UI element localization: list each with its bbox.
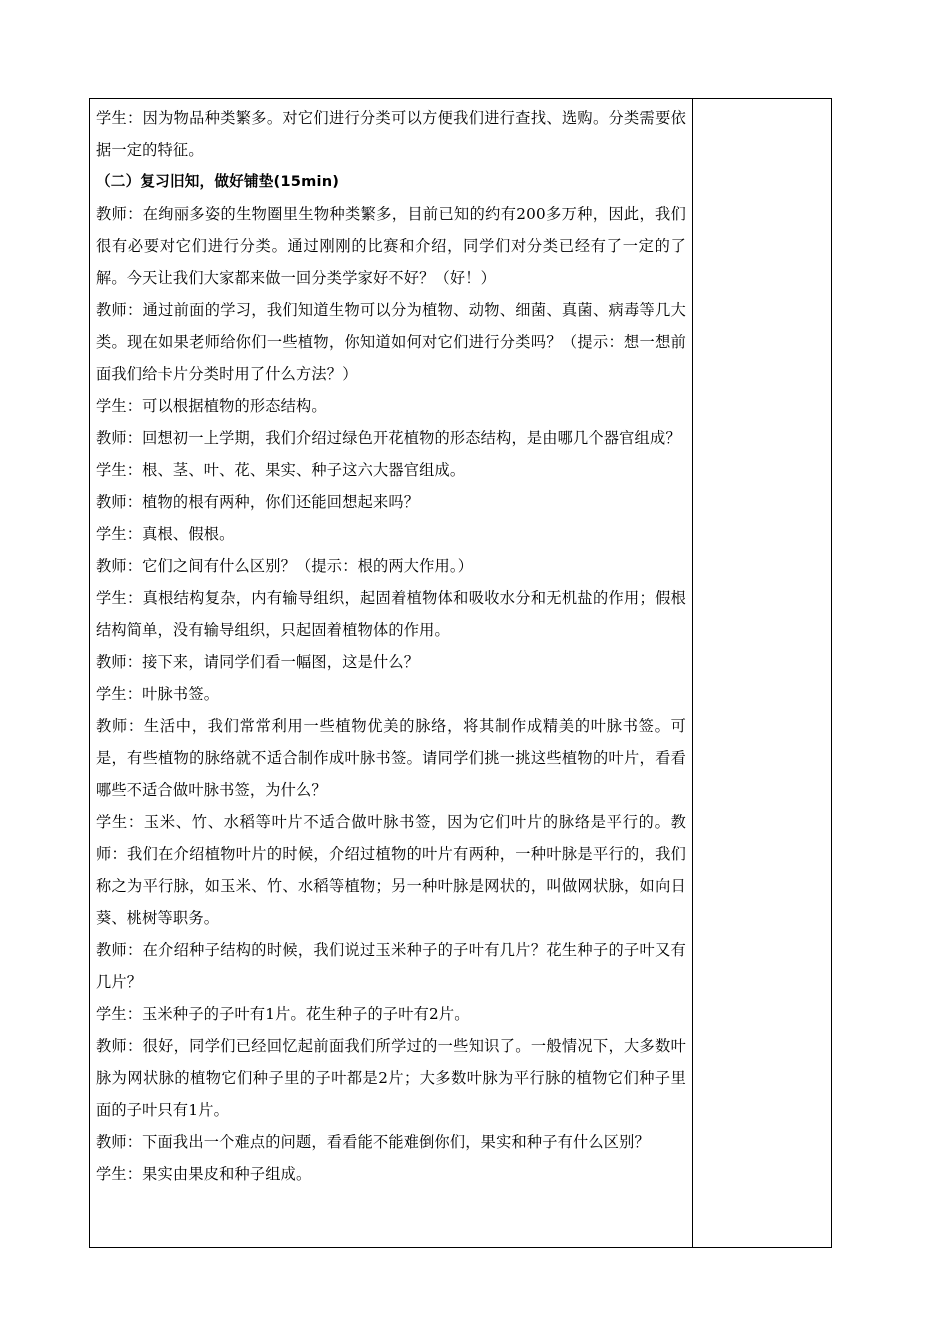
paragraph: 教师：生活中，我们常常利用一些植物优美的脉络，将其制作成精美的叶脉书签。可是，有些植物的脉络就不适合制作成叶脉书签。请同学们挑一挑这些植物的叶片，看看哪些不适合做叶脉书签，为什么？ — [96, 717, 686, 799]
paragraph: 学生：玉米、竹、水稻等叶片不适合做叶脉书签，因为它们叶片的脉络是平行的。教师：我们在介绍植物叶片的时候，介绍过植物的叶片有两种，一种叶脉是平行的，我们称之为平行脉，如玉米、竹、水稻等植物；另一种叶脉是网状的，叫做网状脉，如向日葵、桃树等职务。 — [96, 813, 686, 927]
paragraph: 教师：在绚丽多姿的生物圈里生物种类繁多，目前已知的约有200多万种，因此，我们很有必要对它们进行分类。通过刚刚的比赛和介绍，同学们对分类已经有了一定的了解。今天让我们大家都来做一回分类学家好不好？（好！） — [96, 205, 686, 287]
paragraph: 教师：下面我出一个难点的问题，看看能不能难倒你们，果实和种子有什么区别？ — [96, 1133, 650, 1151]
paragraph: 教师：接下来，请同学们看一幅图，这是什么？ — [96, 653, 420, 671]
paragraph: 教师：回想初一上学期，我们介绍过绿色开花植物的形态结构，是由哪几个器官组成？ — [96, 429, 681, 447]
notes-column — [693, 98, 832, 1248]
paragraph: 教师：很好，同学们已经回忆起前面我们所学过的一些知识了。一般情况下，大多数叶脉为网状脉的植物它们种子里的子叶都是2片；大多数叶脉为平行脉的植物它们种子里面的子叶只有1片。 — [96, 1037, 686, 1119]
paragraph: 教师：在介绍种子结构的时候，我们说过玉米种子的子叶有几片？花生种子的子叶又有几片？ — [96, 941, 686, 991]
paragraph: 学生：因为物品种类繁多。对它们进行分类可以方便我们进行查找、选购。分类需要依据一定的特征。 — [96, 109, 686, 159]
paragraph: 学生：玉米种子的子叶有1片。花生种子的子叶有2片。 — [96, 1005, 470, 1023]
paragraph: 教师：植物的根有两种，你们还能回想起来吗？ — [96, 493, 420, 511]
paragraph: 教师：通过前面的学习，我们知道生物可以分为植物、动物、细菌、真菌、病毒等几大类。现在如果老师给你们一些植物，你知道如何对它们进行分类吗？（提示：想一想前面我们给卡片分类时用了什么方法？） — [96, 301, 686, 383]
paragraph: 学生：可以根据植物的形态结构。 — [96, 397, 327, 415]
paragraph: 学生：根、茎、叶、花、果实、种子这六大器官组成。 — [96, 461, 466, 479]
paragraph: 学生：真根结构复杂，内有输导组织，起固着植物体和吸收水分和无机盐的作用；假根结构简单，没有输导组织，只起固着植物体的作用。 — [96, 589, 686, 639]
paragraph: 学生：真根、假根。 — [96, 525, 235, 543]
paragraph: 教师：它们之间有什么区别？（提示：根的两大作用。） — [96, 557, 474, 575]
paragraph: 学生：果实由果皮和种子组成。 — [96, 1165, 312, 1183]
section-heading: （二）复习旧知，做好铺垫(15min) — [96, 173, 340, 190]
lesson-content — [96, 102, 686, 1190]
paragraph: 学生：叶脉书签。 — [96, 685, 220, 703]
